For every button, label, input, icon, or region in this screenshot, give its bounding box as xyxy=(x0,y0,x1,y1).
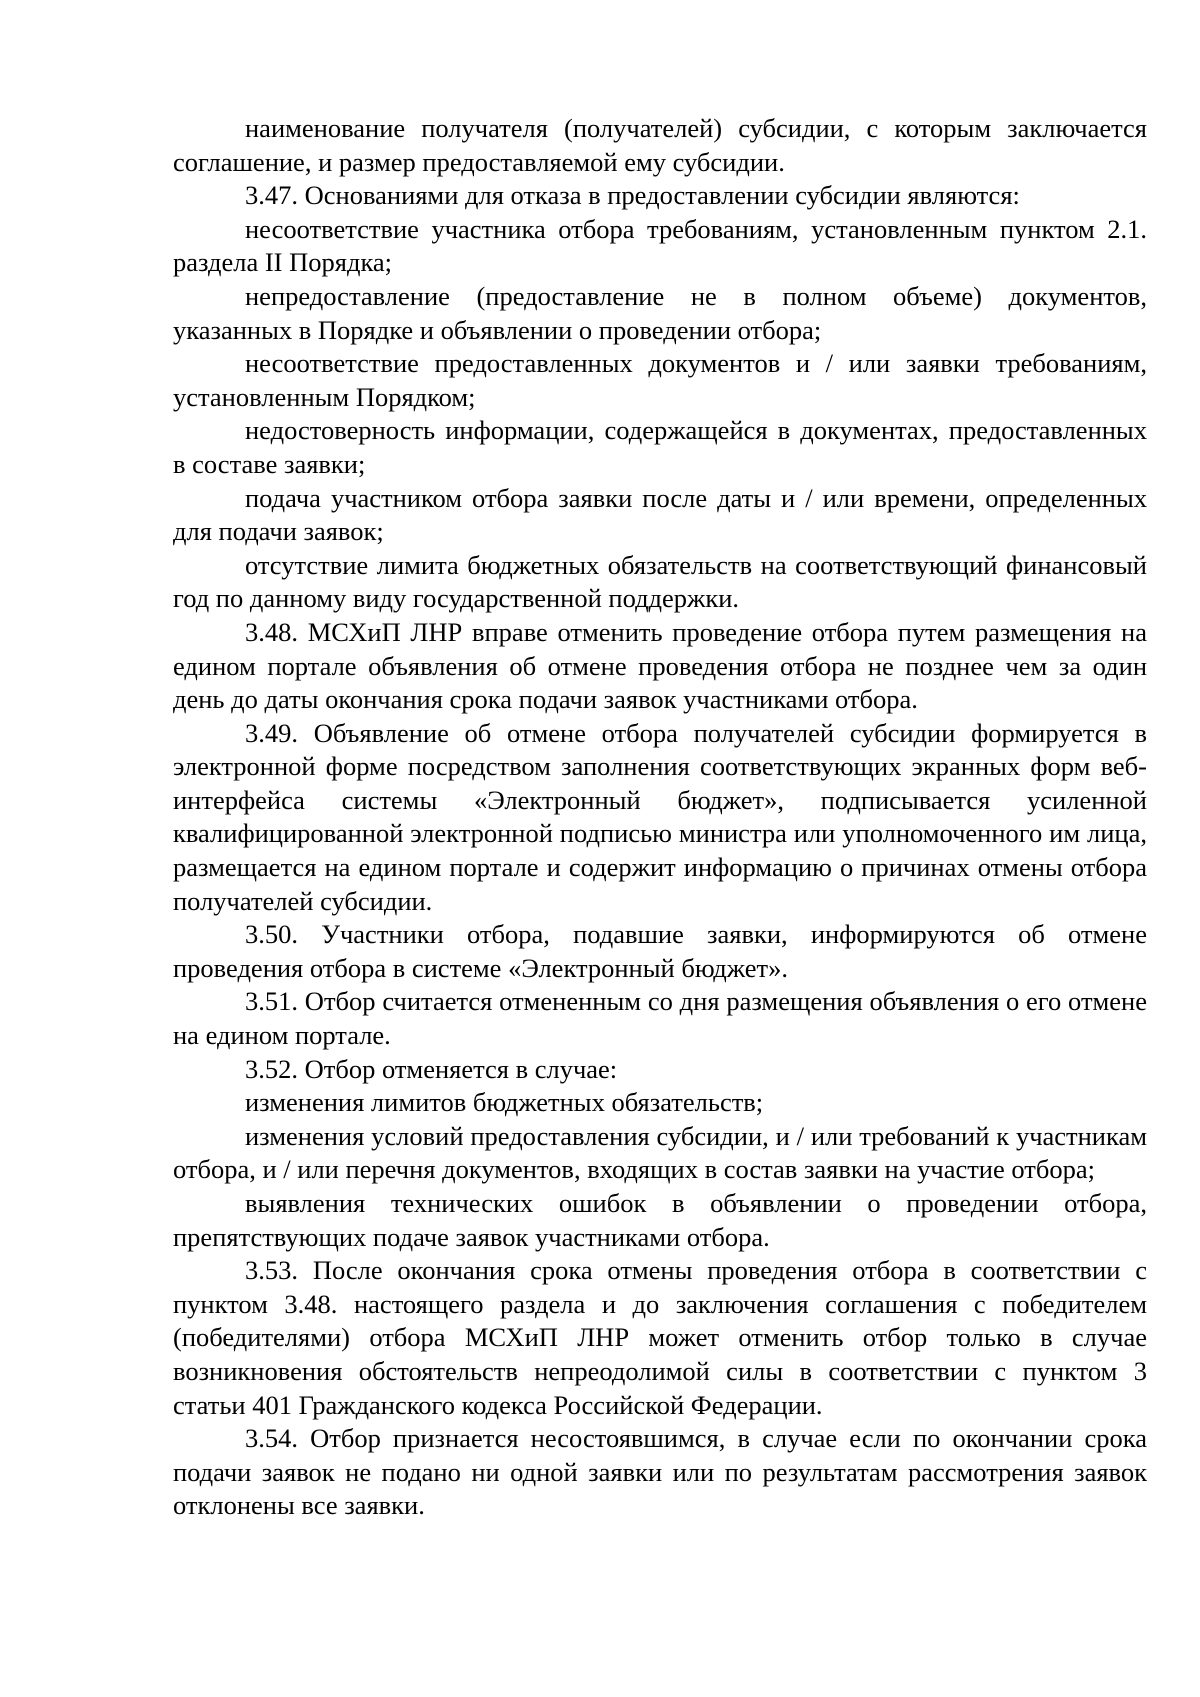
paragraph-refusal-no-limit: отсутствие лимита бюджетных обязательств на соответствующий финансовый год по данному виду государственной поддержки. xyxy=(173,549,1147,614)
paragraph-refusal-unreliability: недостоверность информации, содержащейся в документах, предоставленных в составе заявки; xyxy=(173,415,1147,479)
paragraph-3-52: 3.52. Отбор отменяется в случае: xyxy=(245,1053,618,1084)
paragraph-3-49: 3.49. Объявление об отмене отбора получателей субсидии формируется в электронной форме посредством заполнения соответствующих экранных форм веб-интерфейса системы «Электронный бюджет», подписывается усиленной квалифицированной электронной подписью министра или уполномоченного им лица, размещается на едином портале и содержит информацию о причинах отмены отбора получателей субсидии. xyxy=(173,717,1147,916)
paragraph-cancel-conditions: изменения условий предоставления субсидии, и / или требований к участникам отбора, и / или перечня документов, входящих в состав заявки на участие отбора; xyxy=(173,1120,1147,1185)
paragraph-3-53: 3.53. После окончания срока отмены проведения отбора в соответствии с пунктом 3.48. настоящего раздела и до заключения соглашения с победителем (победителями) отбора МСХиП ЛНР может отменить отбор только в случае возникновения обстоятельств непреодолимой силы в соответствии с пунктом 3 статьи 401 Гражданского кодекса Российской Федерации. xyxy=(173,1255,1147,1420)
paragraph-refusal-late-submission: подача участником отбора заявки после даты и / или времени, определенных для подачи заявок; xyxy=(173,482,1147,547)
paragraph-3-47: 3.47. Основаниями для отказа в предоставлении субсидии являются: xyxy=(245,180,1020,211)
paragraph-cancel-limits: изменения лимитов бюджетных обязательств; xyxy=(245,1087,764,1118)
paragraph-refusal-nonconformity: несоответствие участника отбора требованиям, установленным пунктом 2.1. раздела II Порядка; xyxy=(173,213,1147,278)
paragraph-3-51: 3.51. Отбор считается отмененным со дня размещения объявления о его отмене на едином портале. xyxy=(173,986,1147,1051)
paragraph-3-48: 3.48. МСХиП ЛНР вправе отменить проведение отбора путем размещения на едином портале объявления об отмене проведения отбора не позднее чем за один день до даты окончания срока подачи заявок участниками отбора. xyxy=(173,616,1147,715)
paragraph-recipient-name: наименование получателя (получателей) субсидии, с которым заключается соглашение, и размер предоставляемой ему субсидии. xyxy=(173,113,1147,177)
paragraph-3-50: 3.50. Участники отбора, подавшие заявки, информируются об отмене проведения отбора в системе «Электронный бюджет». xyxy=(173,919,1147,983)
paragraph-refusal-documents: несоответствие предоставленных документов и / или заявки требованиям, установленным Порядком; xyxy=(173,348,1147,412)
paragraph-3-54: 3.54. Отбор признается несостоявшимся, в случае если по окончании срока подачи заявок не подано ни одной заявки или по результатам рассмотрения заявок отклонены все заявки. xyxy=(173,1423,1147,1521)
paragraph-cancel-technical-errors: выявления технических ошибок в объявлении о проведении отбора, препятствующих подаче заявок участниками отбора. xyxy=(173,1188,1147,1252)
paragraph-refusal-nonsubmission: непредоставление (предоставление не в полном объеме) документов, указанных в Порядке и объявлении о проведении отбора; xyxy=(173,280,1147,345)
document-page xyxy=(173,112,1147,1523)
